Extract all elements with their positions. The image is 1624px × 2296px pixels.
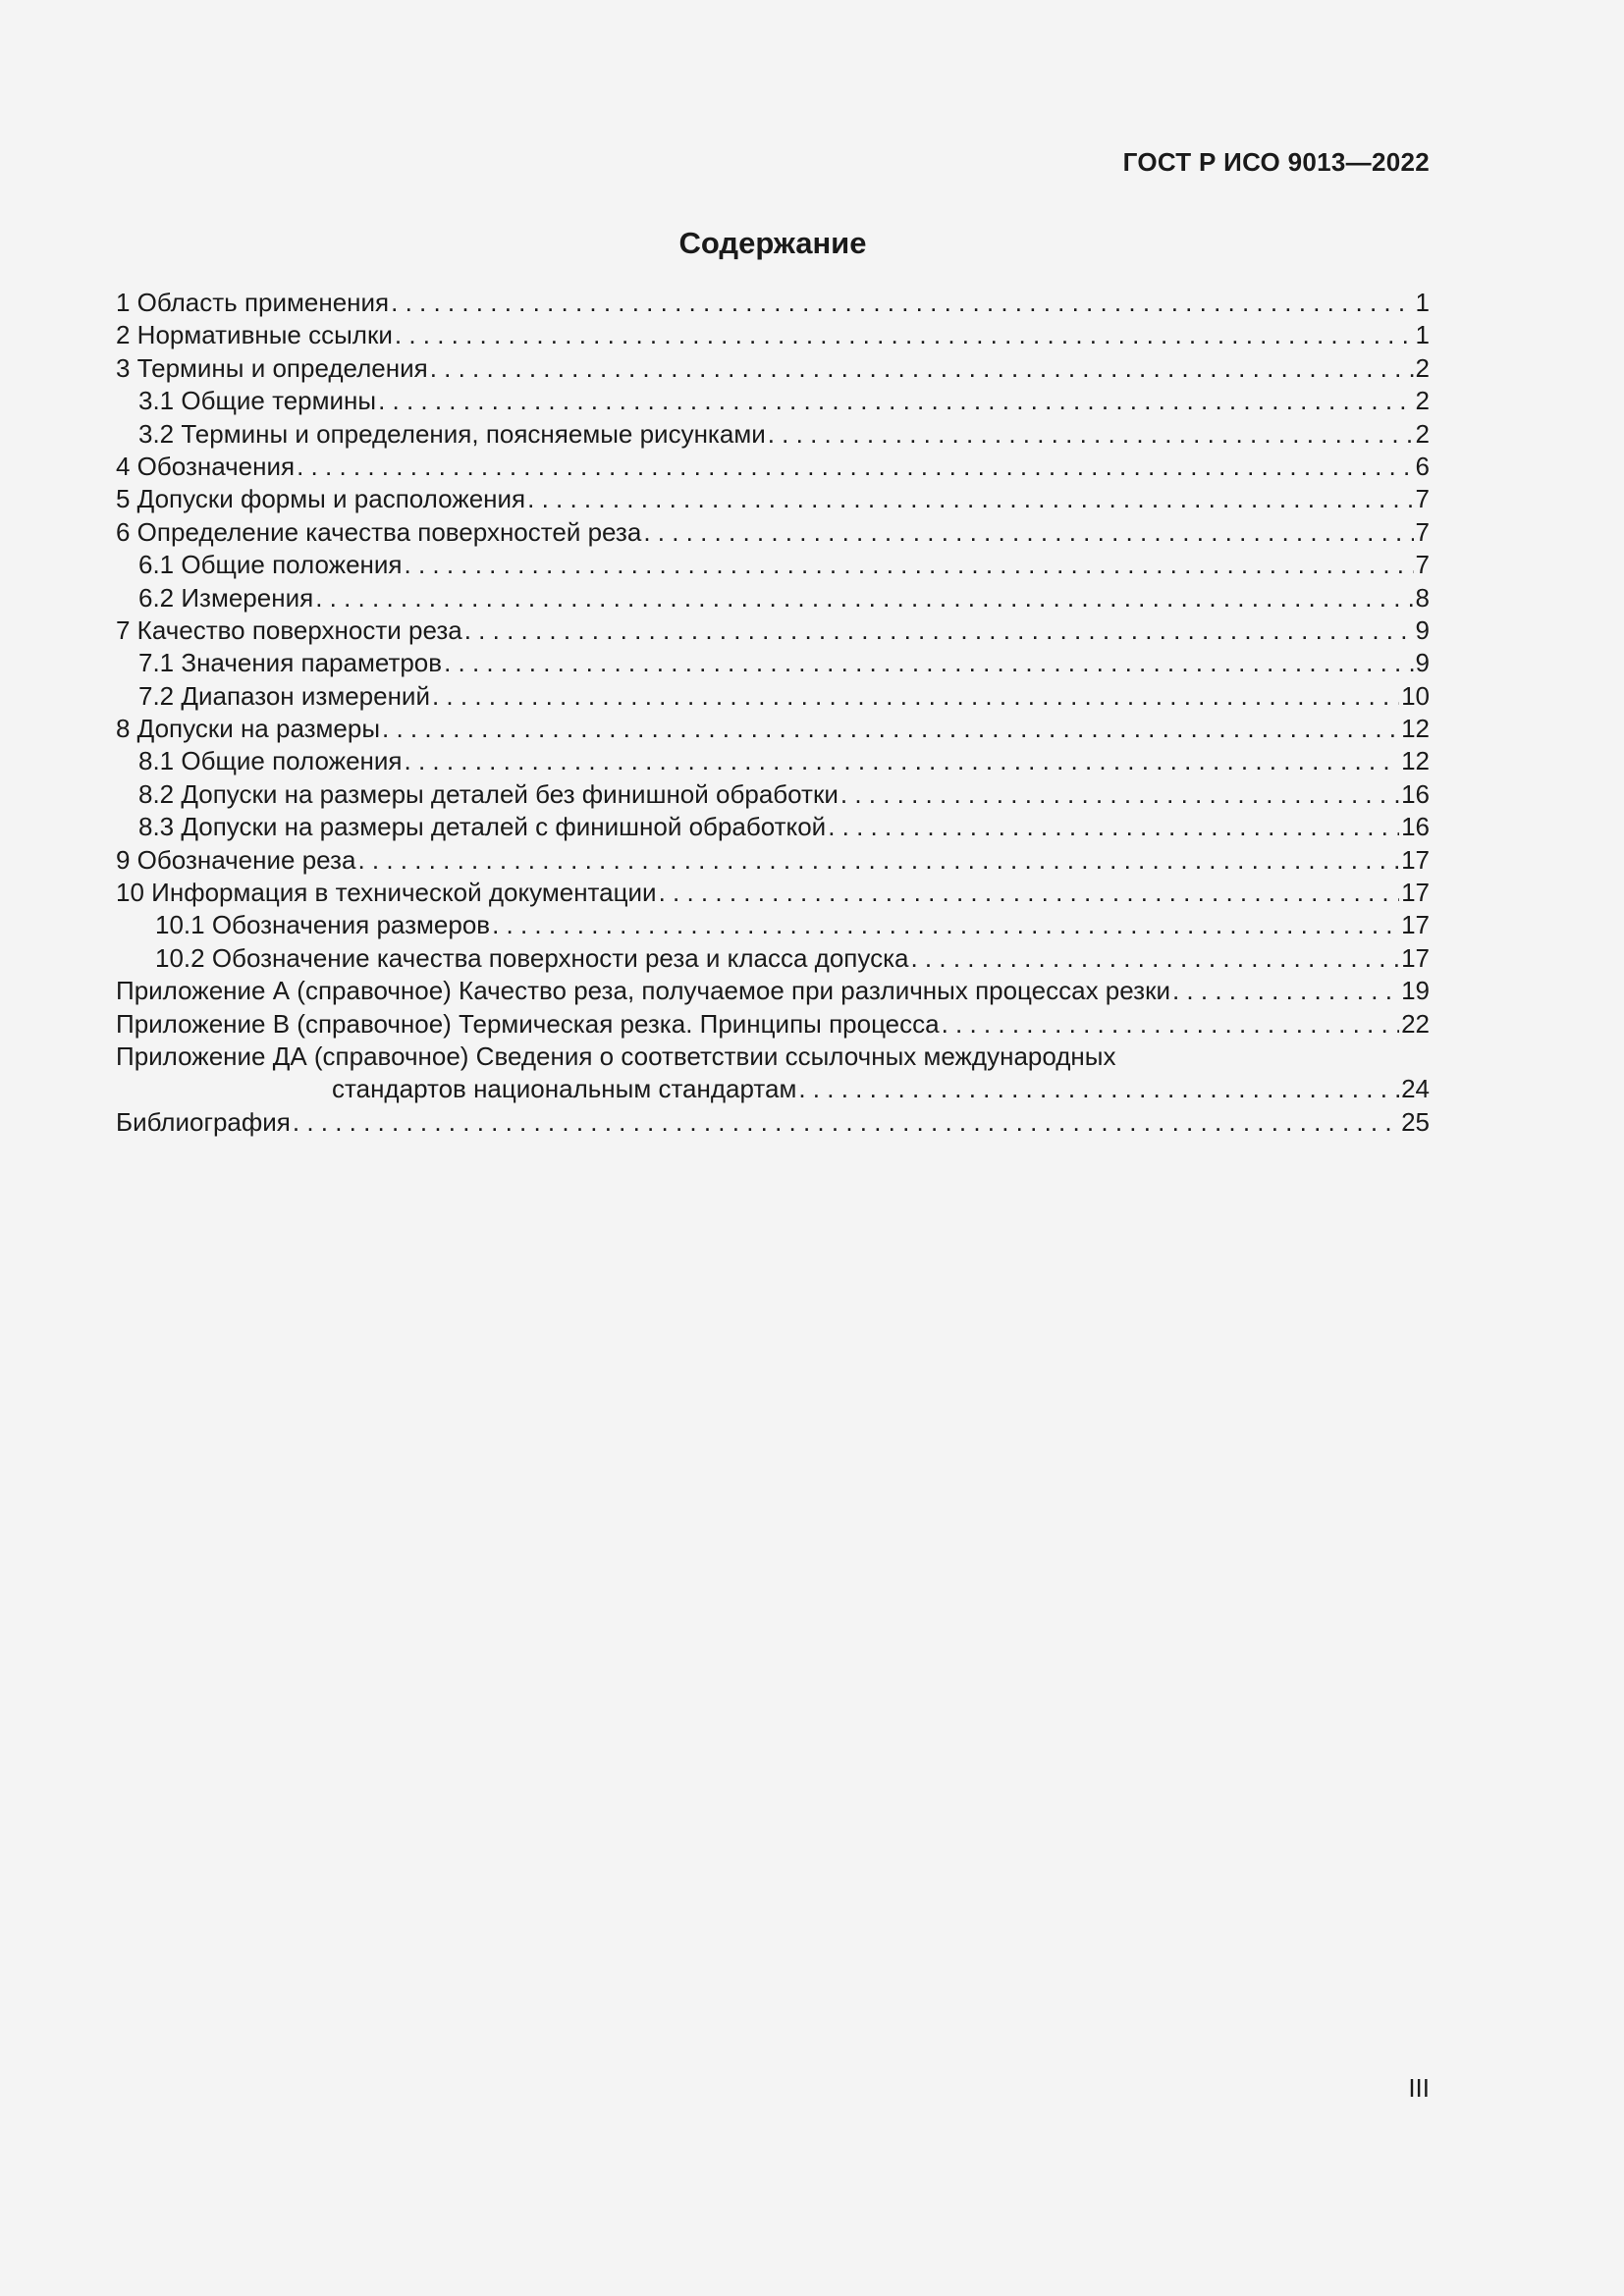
toc-entry[interactable] xyxy=(116,549,1430,581)
toc-entry-continuation[interactable] xyxy=(116,1073,1430,1105)
toc-leader-dots xyxy=(293,1106,1399,1139)
toc-entry[interactable] xyxy=(116,745,1430,777)
toc-entry-title: Библиография xyxy=(116,1106,291,1137)
toc-leader-dots xyxy=(382,713,1399,745)
toc-entry-page: 12 xyxy=(1401,714,1430,744)
toc-entry[interactable] xyxy=(116,647,1430,679)
toc-entry-title: 8 Допуски на размеры xyxy=(116,714,381,744)
toc-leader-dots xyxy=(659,877,1400,909)
toc-entry-title: 4 Обозначения xyxy=(116,451,296,481)
toc-entry-page: 2 xyxy=(1415,386,1430,416)
toc-entry-page: 17 xyxy=(1401,844,1430,875)
toc-entry[interactable] xyxy=(116,582,1430,614)
toc-entry-title: 7.1 Значения параметров xyxy=(138,648,443,678)
toc-entry-page: 16 xyxy=(1401,778,1430,809)
toc-leader-dots xyxy=(492,909,1399,941)
toc-entry-page: 6 xyxy=(1415,451,1430,481)
toc-leader-dots xyxy=(405,549,1414,581)
toc-entry-title: 2 Нормативные ссылки xyxy=(116,320,393,350)
toc-entry[interactable] xyxy=(116,877,1430,909)
toc-leader-dots xyxy=(910,942,1399,975)
toc-entry-page: 19 xyxy=(1401,976,1430,1006)
table-of-contents xyxy=(116,287,1430,1139)
toc-leader-dots xyxy=(357,844,1399,877)
toc-entry[interactable] xyxy=(116,287,1430,319)
toc-entry[interactable] xyxy=(116,352,1430,385)
toc-entry[interactable] xyxy=(116,516,1430,549)
toc-entry-title: Приложение В (справочное) Термическая резка. Принципы процесса xyxy=(116,1008,940,1039)
toc-entry-page: 1 xyxy=(1415,288,1430,317)
toc-entry-title: 3 Термины и определения xyxy=(116,352,428,383)
toc-entry-page: 16 xyxy=(1401,812,1430,842)
toc-entry[interactable] xyxy=(116,483,1430,515)
toc-entry-page: 22 xyxy=(1401,1008,1430,1039)
toc-entry-title: 8.2 Допуски на размеры деталей без финишной обработки xyxy=(138,778,839,809)
toc-entry-title: 6.1 Общие положения xyxy=(138,550,403,580)
toc-entry[interactable] xyxy=(116,942,1430,975)
page-number: III xyxy=(1408,2073,1430,2103)
toc-entry-page: 17 xyxy=(1401,878,1430,908)
toc-entry-title: 1 Область применения xyxy=(116,288,390,317)
toc-entry-page: 7 xyxy=(1415,516,1430,547)
toc-entry[interactable] xyxy=(116,713,1430,745)
toc-leader-dots xyxy=(798,1073,1399,1105)
toc-leader-dots xyxy=(444,647,1413,679)
toc-entry-page: 2 xyxy=(1415,418,1430,449)
toc-entry-title: 10 Информация в технической документации xyxy=(116,878,657,908)
toc-entry-title: 5 Допуски формы и расположения xyxy=(116,484,526,514)
toc-entry-page: 10 xyxy=(1401,680,1430,711)
toc-leader-dots xyxy=(464,614,1414,647)
toc-entry[interactable] xyxy=(116,778,1430,811)
toc-entry-page: 17 xyxy=(1401,942,1430,973)
toc-leader-dots xyxy=(643,516,1413,549)
toc-entry-page: 8 xyxy=(1415,582,1430,613)
toc-entry[interactable] xyxy=(116,614,1430,647)
toc-leader-dots xyxy=(840,778,1399,811)
toc-entry-page: 24 xyxy=(1401,1074,1430,1104)
toc-entry-title: 3.2 Термины и определения, поясняемые рисунками xyxy=(138,418,766,449)
toc-entry-title: 10.2 Обозначение качества поверхности реза и класса допуска xyxy=(155,942,909,973)
toc-entry-title: 8.1 Общие положения xyxy=(138,746,403,776)
toc-entry-title: 9 Обозначение реза xyxy=(116,844,356,875)
toc-entry-page: 1 xyxy=(1415,320,1430,350)
toc-entry[interactable] xyxy=(116,319,1430,351)
toc-leader-dots xyxy=(527,483,1413,515)
toc-leader-dots xyxy=(828,811,1399,843)
document-code: ГОСТ Р ИСО 9013—2022 xyxy=(1122,147,1430,177)
toc-entry-page: 7 xyxy=(1415,484,1430,514)
toc-entry-first-line[interactable] xyxy=(116,1041,1430,1073)
toc-entry[interactable] xyxy=(116,418,1430,451)
toc-entry-title: 3.1 Общие термины xyxy=(138,386,377,416)
toc-entry-page: 17 xyxy=(1401,910,1430,940)
toc-entry-title: 6.2 Измерения xyxy=(138,582,314,613)
toc-leader-dots xyxy=(405,745,1400,777)
toc-entry[interactable] xyxy=(116,975,1430,1007)
toc-entry[interactable] xyxy=(116,844,1430,877)
toc-entry-title: Приложение А (справочное) Качество реза, получаемое при различных процессах резки xyxy=(116,976,1170,1006)
toc-entry-page: 12 xyxy=(1401,746,1430,776)
toc-leader-dots xyxy=(768,418,1414,451)
toc-leader-dots xyxy=(430,352,1414,385)
toc-leader-dots xyxy=(378,385,1413,417)
toc-entry[interactable] xyxy=(116,1106,1430,1139)
toc-entry-title: 10.1 Обозначения размеров xyxy=(155,910,491,940)
toc-leader-dots xyxy=(391,287,1413,319)
toc-title: Содержание xyxy=(678,226,867,260)
toc-leader-dots xyxy=(315,582,1413,614)
toc-entry-title: стандартов национальным стандартам xyxy=(332,1074,797,1104)
toc-entry[interactable] xyxy=(116,451,1430,483)
toc-leader-dots xyxy=(1172,975,1399,1007)
toc-entry-page: 2 xyxy=(1415,352,1430,383)
toc-entry-title: Приложение ДА (справочное) Сведения о соответствии ссылочных международных xyxy=(116,1041,1116,1071)
toc-entry[interactable] xyxy=(116,811,1430,843)
toc-entry[interactable] xyxy=(116,680,1430,713)
toc-entry-page: 7 xyxy=(1415,550,1430,580)
toc-leader-dots xyxy=(395,319,1414,351)
toc-entry[interactable] xyxy=(116,1008,1430,1041)
toc-entry-page: 9 xyxy=(1415,614,1430,645)
toc-entry-title: 7 Качество поверхности реза xyxy=(116,614,462,645)
toc-entry[interactable] xyxy=(116,385,1430,417)
toc-entry[interactable] xyxy=(116,909,1430,941)
toc-leader-dots xyxy=(432,680,1399,713)
toc-entry-title: 7.2 Диапазон измерений xyxy=(138,680,430,711)
toc-leader-dots xyxy=(297,451,1413,483)
toc-leader-dots xyxy=(942,1008,1399,1041)
toc-entry-title: 6 Определение качества поверхностей реза xyxy=(116,516,642,547)
toc-entry-title: 8.3 Допуски на размеры деталей с финишной обработкой xyxy=(138,812,827,842)
toc-entry-page: 9 xyxy=(1415,648,1430,678)
toc-entry-page: 25 xyxy=(1401,1106,1430,1137)
